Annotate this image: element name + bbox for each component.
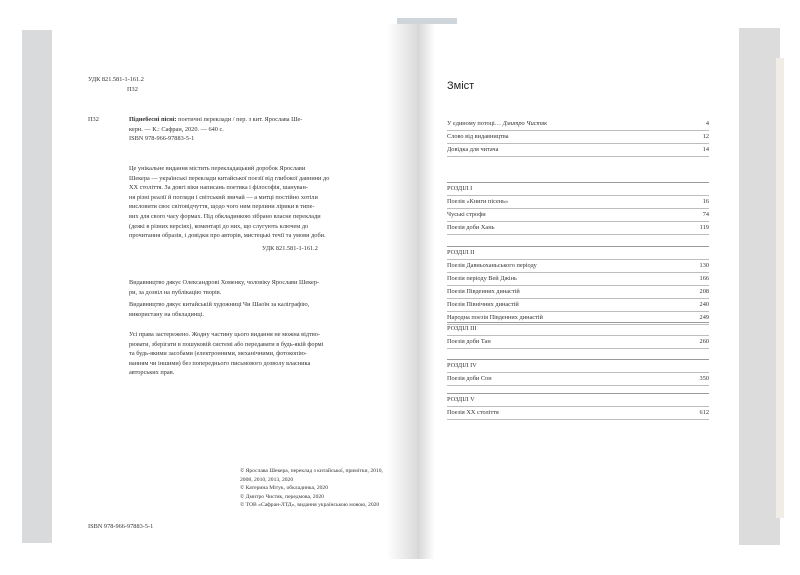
contents-item-label: Поезія доби Тан [447,338,491,345]
bib-line2: керн. — К.: Сафран, 2020. — 640 с. [129,125,224,133]
contents-item [447,286,709,299]
bibliographic-record [129,115,302,144]
copyright-line: © Дмитро Чистяк, передмова, 2020 [240,493,324,500]
rights-line: рювати, зберігати в пошуковій системі або передавати в будь-якій формі [129,340,324,348]
contents-item-label: Поезія доби Хань [447,224,495,231]
contents-item-label: Поезія Північних династій [447,301,519,308]
acknowledgement-line: ри, за дозвіл на публікацію творів. [129,288,222,296]
contents-section [447,322,709,349]
rights-notice [129,330,323,378]
contents-item-page: 119 [699,224,709,231]
copyright-line: © Ярослава Шекера, переклад з китайської, примітки, 2010, [240,468,383,474]
contents-item-author: Дмитро Чистяк [502,120,548,127]
rights-line: Усі права застережено. Жодну частину цього видання не можна відтво- [129,331,320,338]
acknowledgement-line: Видавництво дякує Олександрові Хоменку, чоловіку Ярослави Шекер- [129,279,320,286]
acknowledgement-line: використану на обкладинці. [129,310,204,318]
contents-item [447,209,709,222]
contents-item [447,336,709,349]
acknowledgement-line: Видавництво дякує китайській художниці Чи Шаоїн за каліграфію, [129,301,310,308]
copyright-line: © ТОВ «Сафран-ЛТД», видання українською мовою, 2020 [240,502,380,509]
rights-line: авторських прав. [129,369,175,377]
contents-item-label: Поезія Давньоханьського періоду [447,262,537,269]
contents-item-label: Довідка для читача [447,146,499,153]
catalog-code-margin: П32 [88,116,99,123]
annotation-line: XX століття. За довгі віки написань поетика і філософія, шануван- [129,184,308,192]
udk-top: УДК 821.581-1-161.2 [88,76,144,83]
page-block-edge [776,58,784,518]
contents-section [447,182,709,235]
annotation-line: Це унікальне видання містить перекладацький доробок Ярослави [129,165,306,172]
annotation [129,164,329,241]
contents-item-page: 14 [702,146,709,153]
open-book [22,18,787,563]
gutter-shadow-right [417,24,435,559]
contents-item-label: Слово від видавництва [447,133,509,140]
annotation-line: ня різні реалії й погляди і світський звичай — а митці постійно хотіли [129,193,318,201]
contents-item-label: Поезія періоду Вей Джінь [447,275,517,282]
contents-item [447,273,709,286]
contents-item-page: 74 [702,211,709,218]
contents-item-page: 350 [699,375,709,382]
annotation-line: вих для свого часу формах. Під обкладинкою зібрано власне переклади [129,212,321,220]
copyright-line: 2008, 2010, 2013, 2020 [240,476,294,483]
imprint-page [52,24,417,559]
contents-item-page: 240 [699,301,709,308]
contents-section [447,393,709,420]
contents-item-label: Чуські строфи [447,211,486,218]
bib-line1-rest: поетичні переклади / пер. з кит. Ярослава Ше- [176,116,303,123]
contents-item-page: 4 [705,120,709,127]
annotation-line: Шекера — українські переклади китайської поезії від глибокої давнини до [129,174,330,182]
contents-item-label: Поезія «Книги пісень» [447,198,509,205]
contents-item-page: 12 [702,133,709,140]
contents-item-page: 16 [702,198,709,205]
annotation-line: висловити своє світовідчуття, щодо чого ним перлини лірики в типе- [129,203,315,211]
isbn-bottom: ISBN 978-966-97883-5-1 [88,523,154,530]
contents-item-page: 130 [699,262,709,269]
rights-line: та будь-якими засобами (електронними, механічними, фотокопію- [129,350,307,358]
book-title: Піднебесні пісні: [129,116,177,123]
contents-item [447,407,709,420]
annotation-line: прочитання образів, і довідки про авторів, мистецькі течії та умови доби. [129,232,326,240]
contents-item-page: 166 [699,275,709,282]
section-heading: РОЗДІЛ I [447,183,709,196]
contents-item [447,222,709,235]
contents-item-label: У єдиному потоці… Дмитро Чистяк [447,120,548,127]
isbn-main: ISBN 978-966-97883-5-1 [129,135,195,143]
acknowledgement-1 [129,278,319,297]
contents-item [447,373,709,386]
contents-item [447,260,709,273]
front-cover-edge [732,28,780,545]
section-heading: РОЗДІЛ III [447,323,709,336]
contents-page [417,24,739,559]
contents-item-page: 208 [699,288,709,295]
contents-item-label: Поезія Південних династій [447,288,520,295]
udk-bottom: УДК 821.581-1-161.2 [262,245,318,252]
contents-title: Зміст [447,80,475,92]
contents-item-label: Поезія доби Сон [447,375,492,382]
copyright-block [240,467,383,510]
contents-item-page: 612 [699,409,709,416]
section-heading: РОЗДІЛ V [447,394,709,407]
acknowledgement-2 [129,300,309,319]
contents-item-label: Народна поезія Південних династій [447,314,543,321]
contents-item [447,131,709,144]
contents-item-label: Поезія XX століття [447,409,499,416]
contents-item-page: 249 [699,314,709,321]
gutter-shadow-left [387,24,417,559]
rights-line: ванням чи іншими) без попереднього письмового дозволу власника [129,359,311,367]
contents-section [447,246,709,325]
contents-section [447,359,709,386]
section-heading: РОЗДІЛ IV [447,360,709,373]
contents-item [447,299,709,312]
section-heading: РОЗДІЛ II [447,247,709,260]
contents-item [447,118,709,131]
contents-item [447,196,709,209]
contents-intro-list [447,118,709,157]
contents-item [447,144,709,157]
contents-item-page: 260 [699,338,709,345]
annotation-line: (деякі в різних версіях), коментарі до них, що слугують ключем до [129,222,309,230]
catalog-code-top: П32 [127,86,138,93]
copyright-line: © Катерина Мітук, обкладинка, 2020 [240,485,329,492]
